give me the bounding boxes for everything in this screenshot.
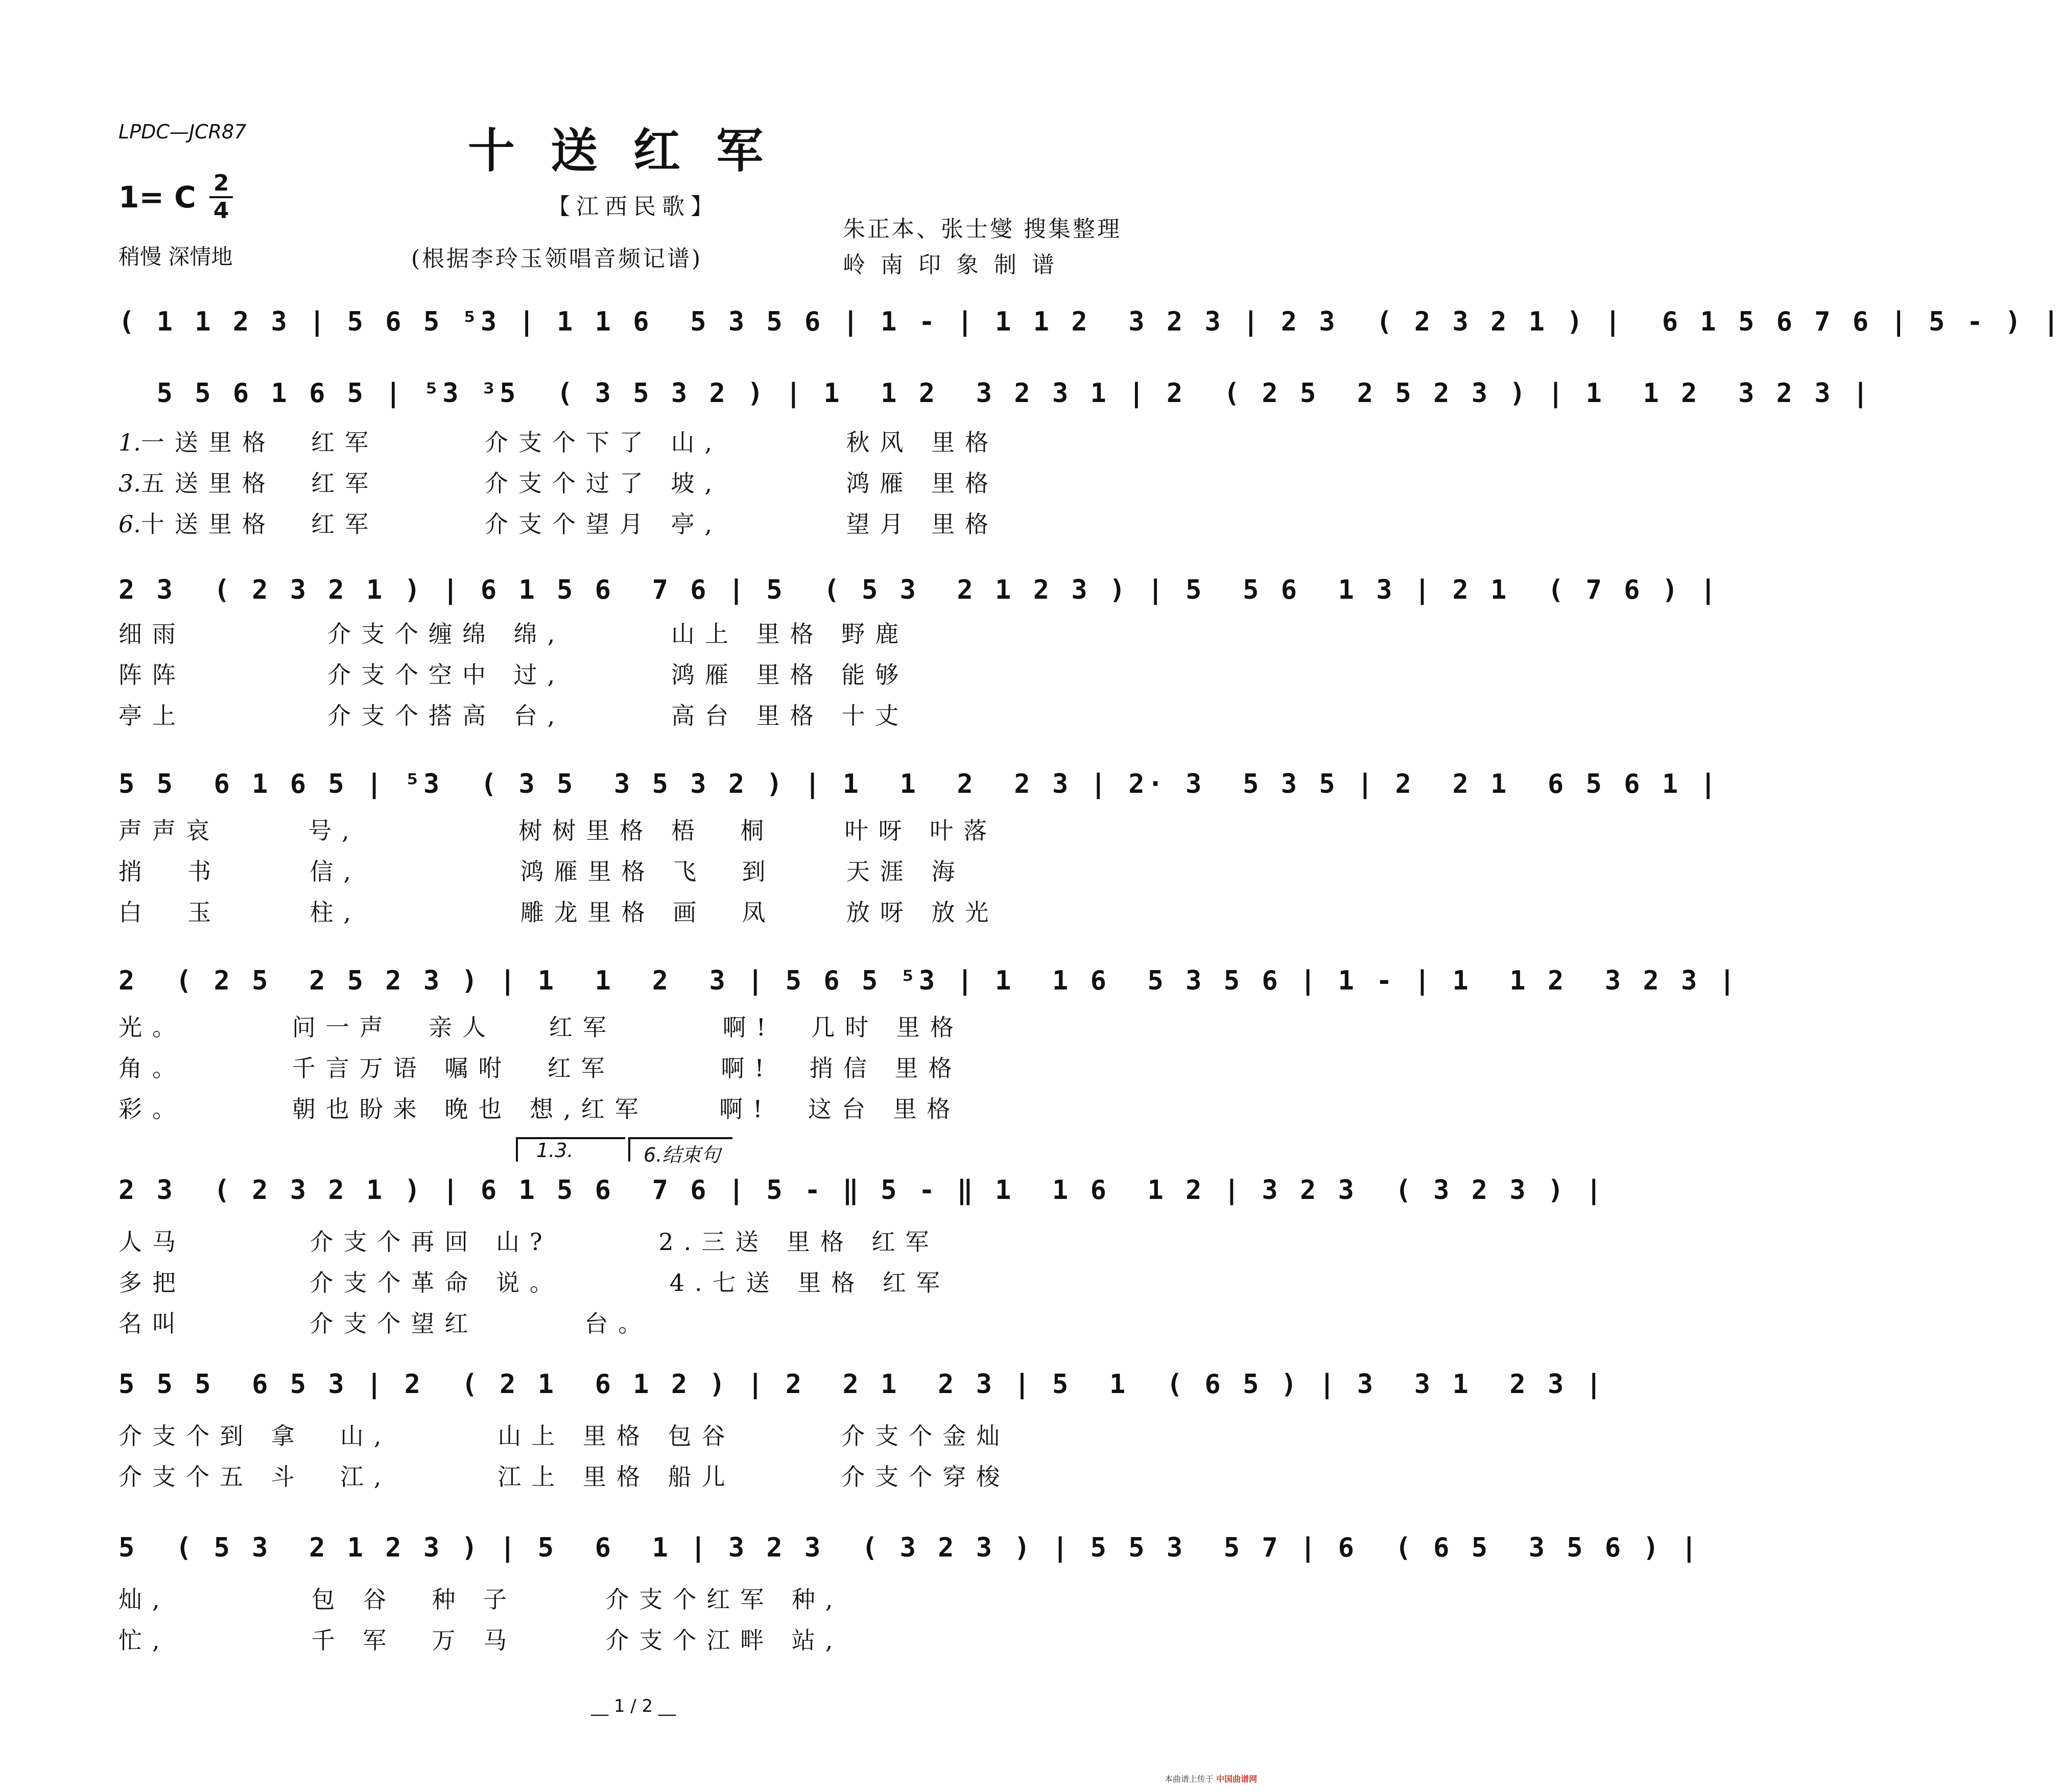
notation-system-8: 5 ( 5 3 2 1 2 3 ) | 5 6 1 | 3 2 3 ( 3 2 3 ) | 5 5 3 5 7 | 6 ( 6 5 3 5 6 ) |	[118, 1532, 1700, 1563]
lyric-line: 名叫 介支个望红 台。	[118, 1310, 652, 1337]
credit-engraver: 岭南印象制谱	[843, 252, 1070, 278]
lyric-line: 捎 书 信, 鸿雁里格 飞 到 天涯 海	[118, 858, 965, 885]
notation-system-4: 5 5 6 1 6 5 | ⁵3 ( 3 5 3 5 3 2 ) | 1 1 2 2 3 | 2· 3 5 3 5 | 2 2 1 6 5 6 1 |	[118, 769, 1719, 799]
source-note: (根据李玲玉领唱音频记谱)	[411, 246, 703, 272]
lyric-line: 灿, 包 谷 种 子 介支个红军 种,	[118, 1586, 843, 1613]
lyric-line: 光。 问一声 亲人 红军 啊! 几时 里格	[118, 1013, 964, 1041]
lyric-line: 介支个五 斗 江, 江上 里格 船儿 介支个穿梭	[118, 1463, 1010, 1491]
notation-system-1: ( 1 1 2 3 | 5 6 5 ⁵3 | 1 1 6 5 3 5 6 | 1 - | 1 1 2 3 2 3 | 2 3 ( 2 3 2 1 ) | 6 1 5 6 7 6 | 5 - ) |	[118, 306, 2062, 337]
lyric-line: 忙, 千 军 万 马 介支个江畔 站,	[118, 1626, 843, 1654]
lyric-line: 介支个到 拿 山, 山上 里格 包谷 介支个金灿	[118, 1422, 1010, 1450]
lyric-line: 多把 介支个革命 说。 4.七送 里格 红军	[118, 1269, 950, 1296]
lyric-text: 十送里格 红军 介支个望月 亭, 望月 里格	[140, 510, 999, 538]
song-title: 十送红军	[467, 123, 799, 178]
lyric-line: 角。 千言万语 嘱咐 红军 啊! 捎信 里格	[118, 1054, 962, 1082]
lyric-line: 细雨 介支个缠绵 绵, 山上 里格 野鹿	[118, 620, 909, 648]
verse-number: 6.	[118, 510, 141, 538]
upload-note	[1165, 1773, 1257, 1784]
tempo-marking: 稍慢 深情地	[118, 244, 233, 269]
lyric-line: 声声哀 号, 树树里格 梧 桐 叶呀 叶落	[118, 817, 998, 844]
notation-system-5: 2 ( 2 5 2 5 2 3 ) | 1 1 2 3 | 5 6 5 ⁵3 | 1 1 6 5 3 5 6 | 1 - | 1 1 2 3 2 3 |	[118, 965, 1739, 996]
lyric-text: 五送里格 红军 介支个过了 坡, 鸿雁 里格	[140, 469, 999, 497]
notation-system-2: 5 5 6 1 6 5 | ⁵3 ³5 ( 3 5 3 2 ) | 1 1 2 3 2 3 1 | 2 ( 2 5 2 5 2 3 ) | 1 1 2 3 2 3 |	[118, 378, 1872, 409]
lyric-line: 阵阵 介支个空中 过, 鸿雁 里格 能够	[118, 661, 909, 689]
upload-text: 本曲谱上传于	[1165, 1774, 1214, 1784]
page-number: __ 1 / 2 __	[591, 1696, 676, 1716]
lyric-line: 彩。 朝也盼来 晚也 想,红军 啊! 这台 里格	[118, 1095, 961, 1123]
lyric-line	[118, 424, 1150, 458]
lyric-line: 人马 介支个再回 山? 2.三送 里格 红军	[118, 1228, 939, 1256]
notation-system-6: 2 3 ( 2 3 2 1 ) | 6 1 5 6 7 6 | 5 - ‖ 5 - ‖ 1 1 6 1 2 | 3 2 3 ( 3 2 3 ) |	[118, 1175, 1605, 1206]
genre-label: 【江西民歌】	[548, 194, 719, 220]
notation-system-7: 5 5 5 6 5 3 | 2 ( 2 1 6 1 2 ) | 2 2 1 2 3 | 5 1 ( 6 5 ) | 3 3 1 2 3 |	[118, 1369, 1605, 1400]
lyric-text: 一送里格 红军 介支个下了 山, 秋风 里格	[140, 429, 999, 456]
verse-number: 3.	[118, 469, 141, 497]
lyric-line: 亭上 介支个搭高 台, 高台 里格 十丈	[118, 702, 909, 729]
lyric-line	[118, 465, 1150, 499]
lyric-line	[118, 506, 1150, 539]
volta-label-first: 1.3.	[536, 1139, 574, 1162]
key-signature: 1= C	[118, 180, 196, 215]
time-top: 2	[213, 170, 229, 196]
credit-collectors: 朱正本、张士燮 搜集整理	[843, 216, 1122, 242]
verse-number: 1.	[118, 429, 141, 456]
lyric-line: 白 玉 柱, 雕龙里格 画 凤 放呀 放光	[118, 899, 999, 926]
notation-system-3: 2 3 ( 2 3 2 1 ) | 6 1 5 6 7 6 | 5 ( 5 3 2 1 2 3 ) | 5 5 6 1 3 | 2 1 ( 7 6 ) |	[118, 575, 1719, 605]
score-code: LPDC—JCR87	[118, 121, 247, 143]
time-bottom: 4	[213, 198, 229, 224]
site-logo: 中国曲谱网	[1216, 1774, 1258, 1784]
volta-label-ending: 6.结束句	[644, 1144, 721, 1166]
